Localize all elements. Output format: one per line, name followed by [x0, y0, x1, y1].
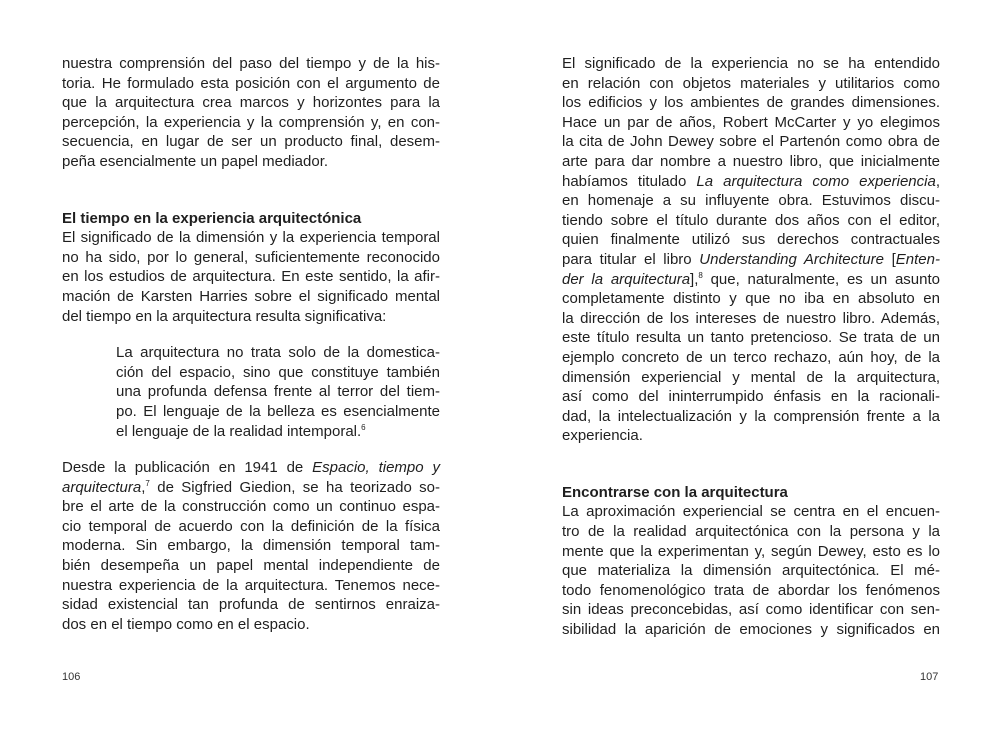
- paragraph-line: moderna. Sin embargo, la dimensión temporal tam-: [62, 537, 440, 555]
- left-page-text: [62, 54, 440, 634]
- paragraph-line: der la arquitectura],$^8$ que, naturalmente, es un asunto: [562, 270, 940, 288]
- paragraph-line: Hace un par de años, Robert McCarter y yo elegimos: [562, 113, 940, 131]
- paragraph-line: sidad existencial tan profunda de sentirnos enraiza-: [62, 596, 440, 614]
- footnote-marker: 8: [698, 270, 703, 280]
- paragraph-line: bre el arte de la construcción como un continuo espa-: [62, 498, 440, 516]
- paragraph-line: este título resulta un tanto pretencioso. Se trata de un: [562, 329, 940, 347]
- footnote-marker: 6: [361, 422, 366, 432]
- paragraph-line: tro de la realidad arquitectónica con la persona y la: [562, 523, 940, 541]
- paragraph-line: todo fenomenológico trata de abordar los fenómenos: [562, 581, 940, 599]
- paragraph-line: en los estudios de arquitectura. En este sentido, la afir-: [62, 268, 440, 286]
- right-page-text: [562, 54, 940, 640]
- paragraph-line: El significado de la dimensión y la experiencia temporal: [62, 229, 440, 247]
- quote-line: ción del espacio, sino que constituye también: [116, 363, 440, 381]
- paragraph-line: cio temporal de acuerdo con la definición de la física: [62, 517, 440, 535]
- paragraph-line: mación de Karsten Harries sobre el significado mental: [62, 287, 440, 305]
- section-heading: Encontrarse con la arquitectura: [562, 483, 788, 501]
- page-number: 107: [920, 671, 939, 683]
- paragraph-line: nuestra experiencia de la arquitectura. Tenemos nece-: [62, 576, 440, 594]
- paragraph-line: la cita de John Dewey sobre el Partenón como obra de: [562, 133, 940, 151]
- paragraph-line: dimensión experiencial y mental de la arquitectura,: [562, 368, 940, 386]
- paragraph-line: ejemplo concreto de un terco rechazo, aún hoy, de la: [562, 348, 940, 366]
- paragraph-line: quien finalmente utilizó sus derechos contractuales: [562, 231, 940, 249]
- paragraph-line: para titular el libro Understanding Architecture [Enten-: [562, 250, 940, 268]
- paragraph-line: nuestra comprensión del paso del tiempo y de la his-: [62, 55, 440, 72]
- paragraph-line: dad, la intelectualización y la comprensión frente a la: [562, 407, 940, 425]
- paragraph-line: peña esencialmente un papel mediador.: [62, 152, 329, 170]
- paragraph-line: bién desempeña un papel mental independiente de: [62, 557, 440, 575]
- paragraph-line: tiendo sobre el título durante dos años con el editor,: [562, 211, 940, 229]
- quote-line: La arquitectura no trata solo de la domestica-: [116, 344, 440, 362]
- paragraph-line: El significado de la experiencia no se ha entendido: [562, 55, 940, 72]
- paragraph-line: los edificios y los ambientes de grandes dimensiones.: [562, 94, 940, 112]
- block-quote: [62, 343, 440, 441]
- paragraph-line: que materializa la dimensión arquitectónica. El mé-: [562, 562, 940, 580]
- footnote-marker: 7: [145, 478, 150, 488]
- paragraph-line: sibilidad la aparición de emociones y significados en: [562, 621, 940, 639]
- paragraph-line: no ha sido, por lo general, suficientemente reconocido: [62, 248, 440, 266]
- paragraph-line: sin ideas preconcebidas, así como identificar con sen-: [562, 601, 940, 619]
- paragraph-line: mente que la experimentan y, según Dewey, esto es lo: [562, 542, 940, 560]
- paragraph-line: completamente distinto y que no iba en absoluto en: [562, 290, 940, 308]
- paragraph-line: arquitectura,$^7$ de Sigfried Giedion, se ha teorizado so-: [62, 478, 440, 496]
- page-number: 106: [62, 671, 81, 683]
- paragraph-line: Desde la publicación en 1941 de Espacio, tiempo y: [62, 459, 440, 477]
- paragraph-line: en homenaje a su influyente obra. Estuvimos discu-: [562, 192, 940, 210]
- paragraph-line: habíamos titulado La arquitectura como experiencia,: [562, 172, 940, 190]
- quote-line: una profunda defensa frente al terror del tiem-: [116, 383, 440, 401]
- paragraph-line: dos en el tiempo como en el espacio.: [62, 615, 310, 633]
- paragraph-line: que la arquitectura crea marcos y horizontes para la: [62, 94, 440, 112]
- paragraph-line: la dirección de los intereses de nuestro libro. Además,: [562, 309, 940, 327]
- quote-line: el lenguaje de la realidad intemporal.$^6$: [116, 422, 366, 440]
- right-page: [500, 0, 1000, 750]
- paragraph-line: La aproximación experiencial se centra en el encuen-: [562, 503, 940, 521]
- quote-line: po. El lenguaje de la belleza es esencialmente: [116, 402, 440, 420]
- paragraph-line: en relación con objetos materiales y utilitarios como: [562, 74, 940, 92]
- paragraph-line: del tiempo en la arquitectura resulta significativa:: [62, 307, 387, 325]
- paragraph-line: experiencia.: [562, 427, 643, 445]
- paragraph-line: toria. He formulado esta posición con el argumento de: [62, 74, 440, 92]
- section-heading: El tiempo en la experiencia arquitectónica: [62, 209, 362, 227]
- paragraph-line: arte para dar nombre a nuestro libro, que inicialmente: [562, 152, 940, 170]
- paragraph-line: así como del ininterrumpido énfasis en la racionali-: [562, 388, 940, 406]
- paragraph-line: percepción, la experiencia y la comprensión y, en con-: [62, 113, 440, 131]
- paragraph-line: secuencia, en lugar de ser un producto final, desem-: [62, 133, 440, 151]
